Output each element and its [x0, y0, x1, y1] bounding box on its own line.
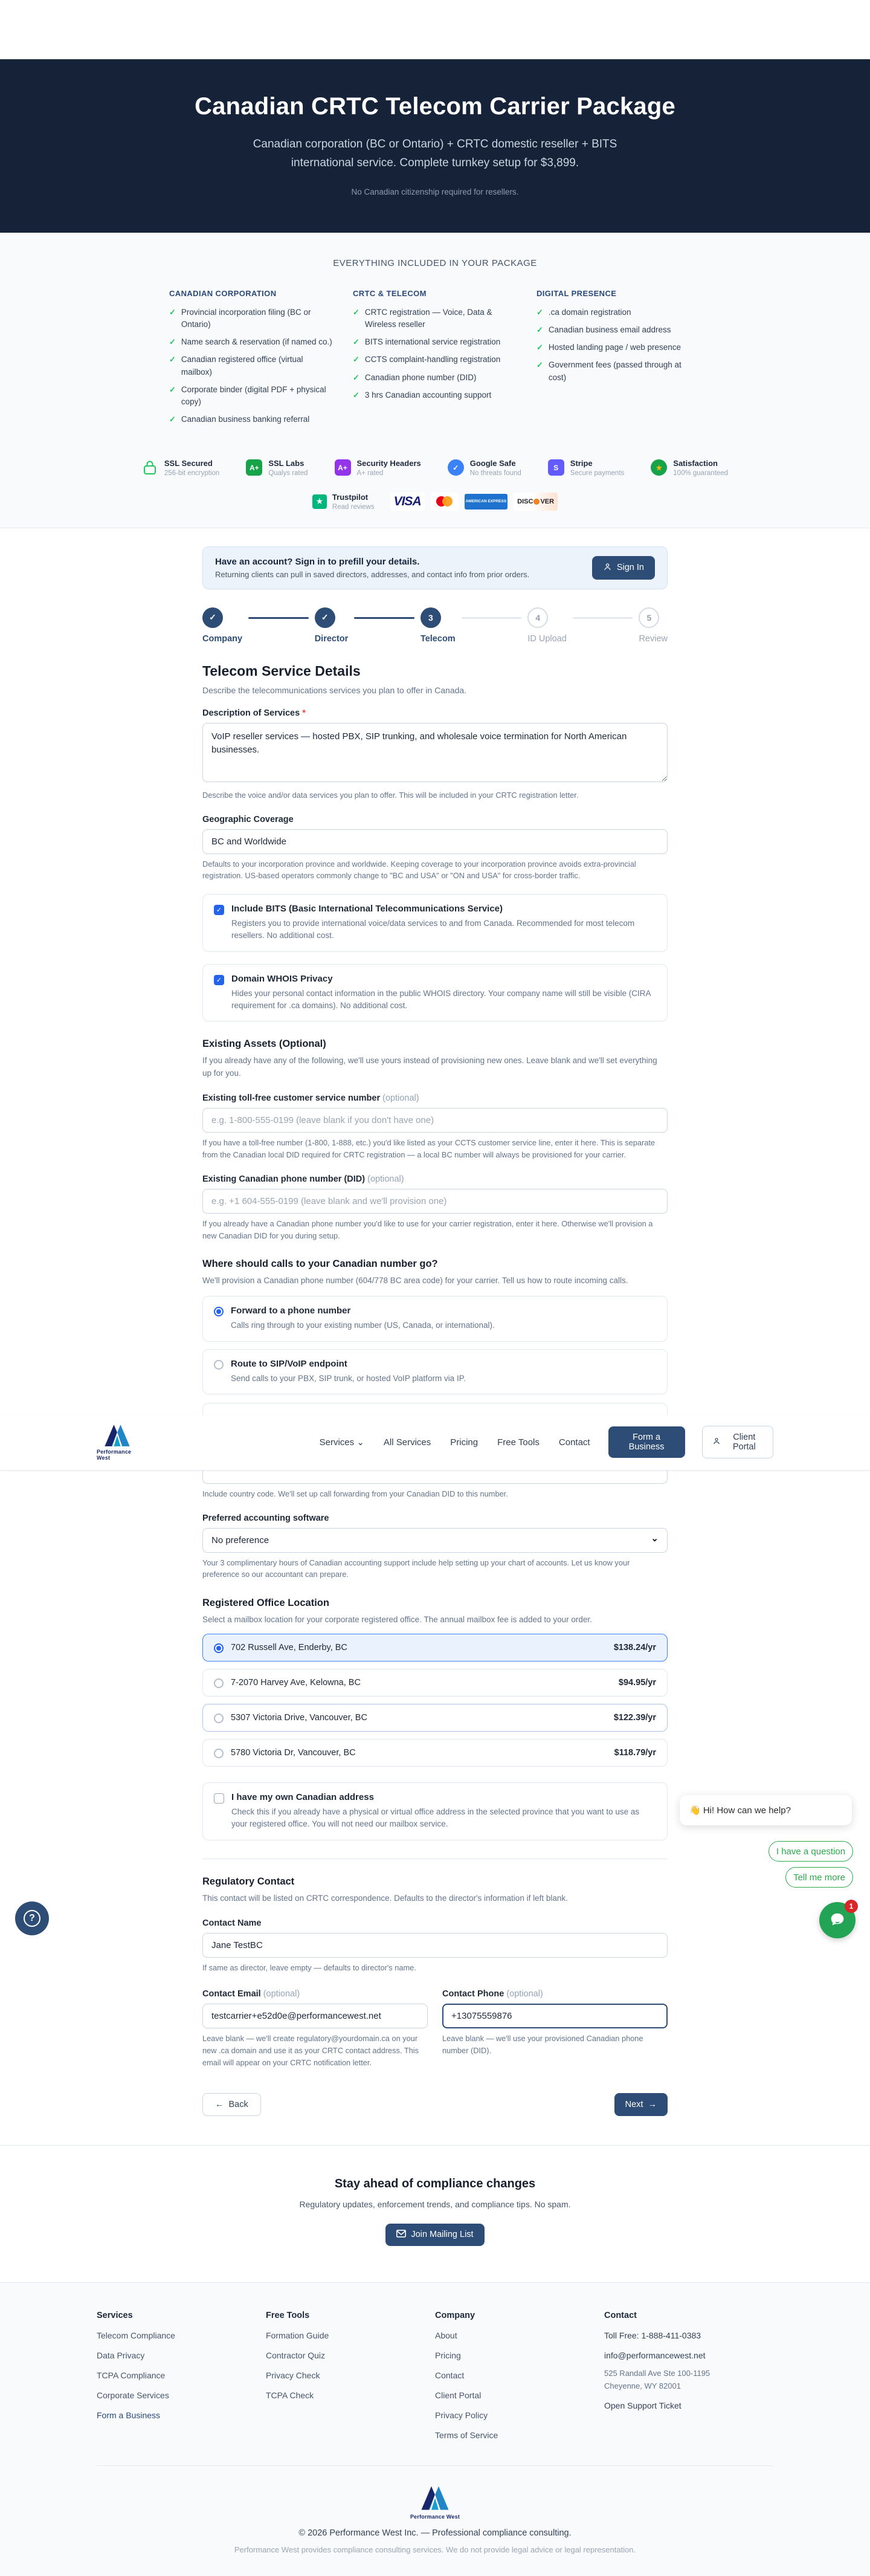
badge-google-safe	[448, 459, 521, 477]
coverage-help: Defaults to your incorporation province and worldwide. Keeping coverage to your incorporation province avoids extra-provincial registration. US-based operators commonly change to "BC and USA" or "ON and USA" for cross-border traffic.	[202, 859, 636, 881]
trustpilot-badge[interactable]	[312, 493, 375, 511]
site-navbar	[0, 1415, 870, 1471]
step-number: 3	[420, 607, 441, 628]
hero-subtitle: Canadian corporation (BC or Ontario) + CRTC domestic reseller + BITS international service. Complete turnkey setup for $3,899.	[253, 138, 617, 170]
step-id-upload[interactable]	[527, 607, 566, 644]
visa-logo: VISA	[390, 493, 425, 511]
site-footer	[0, 2282, 870, 2576]
sign-in-button[interactable]	[592, 556, 655, 580]
footer-link-terms[interactable]: Terms of Service	[435, 2430, 498, 2440]
step-label: Review	[639, 633, 668, 644]
contact-name-input[interactable]	[202, 1933, 668, 1958]
step-label: Telecom	[420, 633, 456, 644]
badge-title: Google Safe	[469, 458, 516, 468]
step-label: Company	[202, 633, 243, 644]
arrow-left-icon: ←	[215, 2099, 224, 2109]
package-item	[353, 336, 517, 348]
back-button[interactable]	[202, 2093, 261, 2116]
package-item	[536, 324, 701, 336]
forward-help: Include country code. We'll set up call forwarding from your Canadian DID to this number.	[202, 1489, 508, 1498]
question-mark-icon: ?	[24, 1910, 40, 1927]
footer-mountain-logo-icon	[420, 2485, 450, 2511]
contact-email-label: Contact Email (optional)	[202, 1989, 300, 1999]
optional-tag: (optional)	[263, 1989, 300, 1999]
nav-contact[interactable]: Contact	[558, 1437, 590, 1448]
check-icon: ✓	[353, 390, 359, 400]
package-item-label: CRTC registration — Voice, Data & Wireless reseller	[364, 307, 492, 329]
package-item-label: Canadian registered office (virtual mailbox)	[181, 355, 303, 377]
progress-steps	[202, 607, 668, 644]
contact-name-label: Contact Name	[202, 1918, 262, 1928]
nav-all-services[interactable]: All Services	[383, 1437, 431, 1448]
mail-icon	[396, 2230, 406, 2240]
package-item-label: Canadian phone number (DID)	[364, 372, 477, 382]
help-fab-button[interactable]	[15, 1901, 49, 1935]
telecom-form	[202, 663, 668, 1415]
badge-satisfaction	[651, 459, 728, 477]
step-connector	[462, 617, 522, 619]
package-item-label: Government fees (passed through at cost)	[548, 360, 682, 382]
sign-in-label: Sign In	[616, 563, 644, 573]
did-input[interactable]	[202, 1189, 668, 1214]
step-director[interactable]	[315, 607, 349, 644]
footer-email[interactable]: info@performancewest.net	[604, 2350, 706, 2360]
check-icon: ✓	[169, 355, 176, 364]
package-item	[169, 306, 334, 331]
footer-link-data-privacy[interactable]: Data Privacy	[97, 2350, 145, 2360]
badge-subtitle: 256-bit encryption	[164, 469, 220, 477]
package-item-label: 3 hrs Canadian accounting support	[364, 390, 492, 400]
bits-label: Include BITS (Basic International Telecommunications Service)	[231, 904, 503, 914]
footer-col-title: Contact	[604, 2310, 637, 2320]
description-label: Description of Services *	[202, 708, 306, 718]
step-connector	[248, 617, 309, 619]
contact-phone-input[interactable]	[442, 2004, 668, 2028]
contact-email-input[interactable]	[202, 2004, 428, 2028]
badge-subtitle: No threats found	[469, 469, 521, 477]
check-icon: ✓	[353, 307, 359, 317]
payment-methods	[390, 493, 558, 511]
footer-link-tcpa-check[interactable]: TCPA Check	[266, 2390, 314, 2400]
package-item	[353, 354, 517, 366]
package-item	[169, 384, 334, 409]
footer-logo-caption: Performance West	[410, 2513, 460, 2520]
footer-support-ticket[interactable]: Open Support Ticket	[604, 2400, 682, 2410]
package-item-label: Hosted landing page / web presence	[548, 343, 682, 352]
page-title: Canadian CRTC Telecom Carrier Package	[195, 93, 675, 120]
radio-icon[interactable]	[214, 1360, 224, 1370]
check-icon: ✓	[353, 372, 359, 382]
shield-check-icon: ✓	[448, 459, 464, 476]
package-item	[353, 306, 517, 331]
package-heading: EVERYTHING INCLUDED IN YOUR PACKAGE	[333, 257, 537, 268]
office-price: $122.39/yr	[613, 1713, 656, 1723]
footer-col-title: Free Tools	[266, 2310, 310, 2320]
nav-links	[320, 1437, 590, 1448]
contact-email-help: Leave blank — we'll create regulatory@yourdomain.ca on your new .ca domain and use it as your CRTC contact address. This email will appear on your CRTC notification letter.	[202, 2034, 419, 2068]
check-icon: ✓	[536, 360, 543, 370]
site-logo[interactable]	[97, 1423, 138, 1461]
whois-label: Domain WHOIS Privacy	[231, 973, 333, 984]
routing-option-cut[interactable]	[202, 1403, 668, 1415]
contact-phone-label: Contact Phone (optional)	[442, 1989, 543, 1999]
optional-tag: (optional)	[382, 1093, 419, 1104]
footer-col-contact	[604, 2311, 773, 2440]
signin-subtitle: Returning clients can pull in saved directors, addresses, and contact info from prior orders.	[215, 569, 530, 579]
lock-icon	[142, 459, 158, 476]
badge-stripe	[548, 459, 625, 477]
hero-note: No Canadian citizenship required for resellers.	[351, 187, 519, 196]
package-column-digital	[536, 289, 701, 426]
assets-heading: Existing Assets (Optional)	[202, 1038, 326, 1050]
nav-free-tools[interactable]: Free Tools	[497, 1437, 540, 1448]
routing-option-desc: Send calls to your PBX, SIP trunk, or hosted VoIP platform via IP.	[231, 1373, 466, 1383]
accounting-help: Your 3 complimentary hours of Canadian accounting support include help setting up your chart of accounts. Let us know your preference so our accountant can prepare.	[202, 1558, 630, 1579]
regulatory-desc: This contact will be listed on CRTC correspondence. Defaults to the director's information if left blank.	[202, 1893, 568, 1903]
checkbox-checked-icon[interactable]: ✓	[214, 975, 224, 985]
main-content-continued	[202, 1471, 668, 2116]
badge-subtitle: A+ rated	[356, 469, 384, 477]
client-portal-button[interactable]	[702, 1426, 773, 1458]
check-icon: ✓	[169, 337, 176, 347]
chat-launcher-button[interactable]	[819, 1902, 856, 1938]
check-icon: ✓	[169, 384, 176, 394]
whois-desc: Hides your personal contact information in the public WHOIS directory. Your company name will still be visible (CIRA requirement for .ca domains). No additional cost.	[231, 988, 651, 1010]
routing-option-desc: Calls ring through to your existing number (US, Canada, or international).	[231, 1321, 495, 1330]
did-label: Existing Canadian phone number (DID) (optional)	[202, 1174, 404, 1184]
chat-unread-badge: 1	[845, 1900, 858, 1913]
tollfree-label: Existing toll-free customer service number (optional)	[202, 1093, 419, 1104]
bits-checkbox-card[interactable]	[202, 894, 668, 952]
routing-heading: Where should calls to your Canadian number go?	[202, 1258, 438, 1270]
badge-ssl-labs	[246, 459, 308, 477]
accounting-select[interactable]	[202, 1528, 668, 1553]
trustpilot-title: Trustpilot	[332, 492, 369, 502]
office-address: 5307 Victoria Drive, Vancouver, BC	[231, 1713, 367, 1723]
bits-desc: Registers you to provide international voice/data services to and from Canada. Recommended for most telecom resellers. No additional cost.	[231, 919, 635, 940]
back-label: Back	[228, 2099, 248, 2109]
step-number: 4	[527, 607, 548, 628]
office-address: 702 Russell Ave, Enderby, BC	[231, 1643, 347, 1653]
package-column-telecom	[353, 289, 517, 426]
footer-link-telecom-compliance[interactable]: Telecom Compliance	[97, 2330, 175, 2340]
footer-link-corporate-services[interactable]: Corporate Services	[97, 2390, 169, 2400]
footer-col-title: Company	[435, 2310, 475, 2320]
package-item-label: CCTS complaint-handling registration	[364, 355, 501, 364]
own-address-checkbox-card[interactable]	[202, 1782, 668, 1840]
office-option-victoria-dr[interactable]	[202, 1739, 668, 1767]
package-item	[353, 389, 517, 401]
tollfree-input[interactable]	[202, 1108, 668, 1133]
radio-selected-icon[interactable]	[214, 1307, 224, 1316]
join-mailing-list-button[interactable]	[385, 2224, 484, 2246]
routing-option-forward[interactable]	[202, 1296, 668, 1341]
ssl-labs-icon: A+	[246, 459, 262, 476]
package-item	[169, 354, 334, 378]
badge-title: SSL Labs	[268, 458, 304, 468]
step-label: Director	[314, 633, 349, 644]
footer-link-formation-guide[interactable]: Formation Guide	[266, 2330, 329, 2340]
office-option-victoria-drive[interactable]	[202, 1704, 668, 1732]
office-option-kelowna[interactable]	[202, 1669, 668, 1697]
badge-ssl-secured	[142, 459, 219, 477]
form-heading: Telecom Service Details	[202, 662, 361, 679]
forward-number-input[interactable]	[202, 1471, 668, 1484]
column-title: CRTC & TELECOM	[353, 288, 427, 298]
routing-option-title: Route to SIP/VoIP endpoint	[231, 1358, 347, 1369]
hero	[0, 59, 870, 233]
chevron-down-icon: ⌄	[651, 1533, 659, 1544]
footer-col-free-tools	[266, 2311, 435, 2440]
badge-title: SSL Secured	[164, 458, 213, 468]
accounting-selected-value: No preference	[211, 1535, 269, 1545]
check-icon: ✓	[536, 343, 543, 352]
badge-title: Satisfaction	[673, 458, 718, 468]
footer-link-form-a-business[interactable]: Form a Business	[97, 2410, 161, 2420]
next-button[interactable]	[614, 2093, 668, 2116]
arrow-right-icon: →	[648, 2099, 657, 2109]
badge-subtitle: 100% guaranteed	[673, 469, 729, 477]
column-title: CANADIAN CORPORATION	[169, 288, 277, 298]
footer-link-tcpa-compliance[interactable]: TCPA Compliance	[97, 2370, 166, 2380]
office-address: 7-2070 Harvey Ave, Kelowna, BC	[231, 1678, 361, 1688]
check-icon: ✓	[353, 355, 359, 364]
logo-caption: Performance West	[97, 1449, 132, 1461]
step-check-icon: ✓	[315, 607, 335, 628]
tollfree-help: If you have a toll-free number (1-800, 1-888, etc.) you'd like listed as your CCTS customer service line, enter it here. This is separate from the Canadian local DID required for CRTC registration — a local BC number will always be provisioned for your carrier.	[202, 1138, 656, 1159]
footer-link-privacy-policy[interactable]: Privacy Policy	[435, 2410, 488, 2420]
footer-col-title: Services	[97, 2310, 133, 2320]
footer-link-privacy-check[interactable]: Privacy Check	[266, 2370, 320, 2380]
whois-checkbox-card[interactable]	[202, 964, 668, 1022]
footer-link-client-portal[interactable]: Client Portal	[435, 2390, 482, 2400]
radio-selected-icon[interactable]	[214, 1643, 224, 1653]
package-item-label: Canadian business email address	[548, 325, 671, 334]
footer-link-contractor-quiz[interactable]: Contractor Quiz	[266, 2350, 326, 2360]
office-option-enderby[interactable]	[202, 1634, 668, 1662]
assets-desc: If you already have any of the following, we'll use yours instead of provisioning new ones. Leave blank and we'll set everything up for you.	[202, 1056, 657, 1078]
package-item	[536, 359, 701, 384]
footer-link-about[interactable]: About	[435, 2330, 457, 2340]
routing-option-sip[interactable]	[202, 1349, 668, 1394]
join-mailing-list-label: Join Mailing List	[411, 2230, 474, 2240]
form-a-business-button[interactable]: Form a Business	[608, 1426, 685, 1458]
badge-subtitle: Qualys rated	[268, 469, 308, 477]
step-telecom[interactable]	[420, 607, 456, 644]
office-price: $138.24/yr	[613, 1643, 656, 1653]
package-item	[353, 372, 517, 384]
package-item	[536, 341, 701, 354]
optional-tag: (optional)	[367, 1174, 404, 1184]
contact-phone-help: Leave blank — we'll use your provisioned Canadian phone number (DID).	[442, 2034, 643, 2056]
package-item-label: .ca domain registration	[548, 307, 631, 317]
mountain-logo-icon	[104, 1423, 130, 1448]
check-icon: ✓	[536, 325, 543, 334]
trust-badges-strip	[0, 454, 870, 528]
accounting-label: Preferred accounting software	[202, 1513, 329, 1523]
amex-logo: AMERICAN EXPRESS	[465, 493, 508, 511]
optional-tag: (optional)	[506, 1989, 543, 1999]
regulatory-heading: Regulatory Contact	[202, 1875, 295, 1887]
step-number: 5	[639, 607, 659, 628]
column-title: DIGITAL PRESENCE	[536, 288, 617, 298]
step-company[interactable]	[202, 607, 242, 644]
office-address: 5780 Victoria Dr, Vancouver, BC	[231, 1748, 356, 1758]
step-connector	[573, 617, 633, 619]
chevron-down-icon: ⌄	[356, 1437, 364, 1448]
package-item-label: Provincial incorporation filing (BC or Ontario)	[181, 307, 311, 329]
footer-col-company	[435, 2311, 604, 2440]
checkbox-checked-icon[interactable]: ✓	[214, 905, 224, 915]
own-address-desc: Check this if you already have a physical or virtual office address in the selected province that you want to use as your registered office. You will not need our mailbox service.	[231, 1807, 640, 1829]
stripe-icon: S	[548, 459, 564, 476]
radio-icon[interactable]	[214, 1749, 224, 1758]
description-help: Describe the voice and/or data services you plan to offer. This will be included in your CRTC registration letter.	[202, 790, 579, 800]
own-address-label: I have my own Canadian address	[231, 1792, 374, 1803]
radio-icon[interactable]	[214, 1714, 224, 1723]
radio-icon[interactable]	[214, 1678, 224, 1688]
office-heading: Registered Office Location	[202, 1597, 329, 1609]
contact-name-help: If same as director, leave empty — defaults to director's name.	[202, 1963, 416, 1972]
package-item-label: Name search & reservation (if named co.)	[181, 337, 332, 347]
nav-services[interactable]: Services ⌄	[319, 1437, 364, 1448]
step-connector	[354, 617, 414, 619]
badge-title: Security Headers	[356, 458, 421, 468]
package-item-label: Canadian business banking referral	[181, 415, 310, 424]
discover-dot-icon	[533, 499, 540, 505]
footer-link-pricing[interactable]: Pricing	[435, 2350, 461, 2360]
badge-security-headers	[335, 459, 421, 477]
coverage-input[interactable]	[202, 829, 668, 854]
badge-title: Stripe	[570, 458, 593, 468]
step-label: ID Upload	[527, 633, 567, 644]
signin-banner	[202, 546, 668, 589]
package-column-corporation	[169, 289, 334, 426]
footer-copyright: © 2026 Performance West Inc. — Professional compliance consulting.	[298, 2528, 572, 2538]
chat-quick-reply-more[interactable]: Tell me more	[785, 1867, 853, 1888]
package-item	[169, 336, 334, 348]
badge-subtitle: Secure payments	[570, 469, 625, 477]
footer-address-line2: Cheyenne, WY 82001	[604, 2381, 681, 2390]
coverage-label: Geographic Coverage	[202, 814, 294, 824]
office-price: $94.95/yr	[618, 1678, 656, 1688]
required-asterisk: *	[302, 708, 306, 718]
footer-address-line1: 525 Randall Ave Ste 100-1195	[604, 2368, 710, 2378]
signin-title: Have an account? Sign in to prefill your details.	[215, 556, 420, 567]
step-check-icon: ✓	[202, 607, 223, 628]
footer-link-contact[interactable]: Contact	[435, 2370, 465, 2380]
office-desc: Select a mailbox location for your corporate registered office. The annual mailbox fee is added to your order.	[202, 1615, 592, 1625]
newsletter-section	[0, 2145, 870, 2282]
mastercard-logo	[431, 493, 459, 511]
routing-option-title: Forward to a phone number	[231, 1306, 351, 1316]
routing-desc: We'll provision a Canadian phone number (604/778 BC area code) for your carrier. Tell us how to route incoming calls.	[202, 1276, 628, 1286]
trustpilot-star-icon: ★	[312, 494, 327, 509]
package-item	[169, 413, 334, 426]
chat-bubble-icon	[828, 1911, 846, 1930]
office-price: $118.79/yr	[614, 1748, 656, 1758]
package-item-label: BITS international service registration	[364, 337, 501, 347]
footer-toll-free[interactable]: Toll Free: 1-888-411-0383	[604, 2330, 701, 2340]
package-item-label: Corporate binder (digital PDF + physical copy)	[181, 384, 326, 407]
package-item	[536, 306, 701, 319]
trustpilot-subtitle: Read reviews	[332, 503, 375, 511]
check-icon: ✓	[353, 337, 359, 347]
footer-col-services	[97, 2311, 266, 2440]
description-textarea[interactable]	[202, 723, 668, 782]
main-content	[202, 546, 668, 1415]
check-icon: ✓	[169, 415, 176, 424]
step-review[interactable]	[639, 607, 668, 644]
person-icon	[712, 1437, 721, 1448]
next-label: Next	[625, 2099, 643, 2109]
check-icon: ✓	[169, 307, 176, 317]
footer-disclaimer: Performance West provides compliance consulting services. We do not provide legal advice or legal representation.	[234, 2545, 636, 2554]
checkbox-icon[interactable]	[214, 1793, 224, 1804]
newsletter-heading: Stay ahead of compliance changes	[334, 2176, 536, 2190]
newsletter-subtitle: Regulatory updates, enforcement trends, and compliance tips. No spam.	[299, 2199, 571, 2209]
chat-quick-reply-question[interactable]: I have a question	[768, 1841, 853, 1862]
check-icon: ✓	[536, 307, 543, 317]
person-icon	[603, 562, 612, 574]
star-medal-icon: ★	[651, 459, 667, 476]
discover-logo: DISC VER	[514, 493, 558, 511]
security-headers-icon: A+	[335, 459, 351, 476]
chat-greeting-bubble: 👋 Hi! How can we help?	[680, 1795, 852, 1825]
did-help: If you already have a Canadian phone number you'd like to use for your carrier registration, enter it here. Otherwise we'll provision a new Canadian DID for you during setup.	[202, 1218, 653, 1240]
client-portal-label: Client Portal	[732, 1432, 756, 1452]
form-subheading: Describe the telecommunications services you plan to offer in Canada.	[202, 685, 467, 695]
nav-pricing[interactable]: Pricing	[450, 1437, 478, 1448]
package-section	[0, 233, 870, 454]
